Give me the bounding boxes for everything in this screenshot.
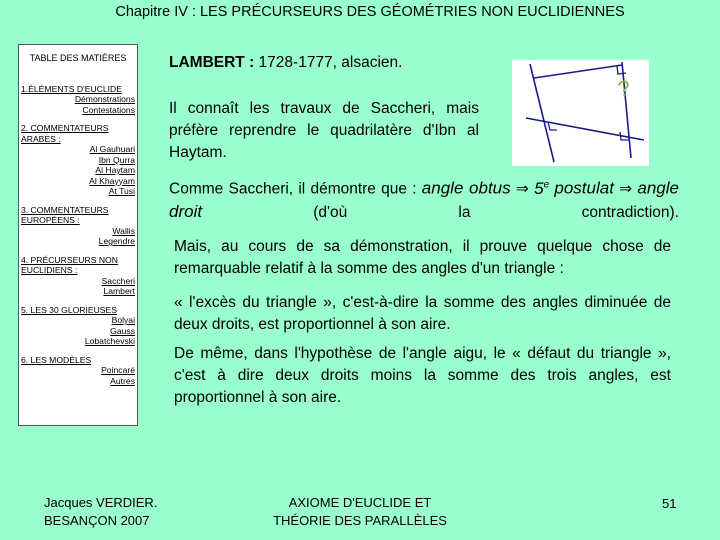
toc-section-5 bbox=[19, 305, 137, 347]
p2-fifth: 5e bbox=[534, 178, 550, 198]
toc-link-saccheri[interactable]: Saccheri bbox=[101, 275, 135, 286]
toc-link-30-glorieuses[interactable]: 5. LES 30 GLORIEUSES bbox=[21, 304, 118, 315]
paragraph-triangle-excess: « l'excès du triangle », c'est-à-dire la somme des angles diminuée de deux droits, est proportionnel à son aire. bbox=[174, 294, 671, 333]
footer-author-place: BESANÇON 2007 bbox=[44, 513, 150, 528]
toc-link-elements[interactable]: 1.ÉLÉMENTS D'EUCLIDE bbox=[21, 83, 122, 94]
paragraph-lambert-intro: Il connaît les travaux de Saccheri, mais préfère reprendre le quadrilatère d'Ibn al Haytam. bbox=[169, 100, 479, 161]
title-dates: 1728-1777, alsacien. bbox=[254, 54, 403, 71]
footer-author-name: Jacques VERDIER. bbox=[44, 495, 158, 510]
title-name: LAMBERT : bbox=[169, 54, 255, 71]
toc-title: TABLE DES MATIÈRES bbox=[29, 53, 127, 63]
toc-link-demonstrations[interactable]: Démonstrations bbox=[74, 94, 135, 104]
p2-intro-text: Comme Saccheri, il démontre que : bbox=[169, 180, 417, 198]
toc-link-autres[interactable]: Autres bbox=[110, 375, 135, 386]
toc-section-3 bbox=[19, 205, 137, 247]
implies-arrow-icon-2: ⇒ bbox=[619, 180, 633, 198]
p2-angle-droit: angle droit bbox=[169, 178, 679, 221]
toc-section-4 bbox=[19, 255, 137, 297]
toc-link-wallis[interactable]: Wallis bbox=[112, 225, 135, 236]
toc-link-at-tusi[interactable]: At Tusi bbox=[108, 186, 135, 196]
toc-link-gauss[interactable]: Gauss bbox=[110, 325, 135, 336]
paragraph-lambert-result bbox=[169, 174, 679, 224]
toc-link-al-khayyam[interactable]: Al Khayyam bbox=[89, 175, 135, 186]
p2-postulat: postulat bbox=[554, 178, 614, 198]
question-mark: ? bbox=[616, 75, 632, 102]
toc-section-1 bbox=[19, 84, 137, 116]
p2-angle-obtus: angle obtus bbox=[421, 178, 511, 198]
footer-author bbox=[44, 494, 157, 530]
toc-link-ibn-qurra[interactable]: Ibn Qurra bbox=[98, 154, 135, 165]
toc-link-al-haytam[interactable]: Al Haytam bbox=[95, 165, 135, 175]
toc-section-2 bbox=[19, 123, 137, 197]
quadrilateral-sketch bbox=[512, 60, 649, 166]
lambert-quadrilateral-figure bbox=[512, 60, 649, 166]
toc-link-models[interactable]: 6. LES MODÈLES bbox=[21, 354, 92, 365]
toc-link-lobatchevski[interactable]: Lobatchevski bbox=[84, 336, 135, 346]
toc-link-contestations[interactable]: Contestations bbox=[82, 104, 135, 115]
slide-title bbox=[169, 54, 402, 72]
toc-link-lambert[interactable]: Lambert bbox=[103, 286, 135, 296]
footer-course-line1: AXIOME D'EUCLIDE ET bbox=[288, 495, 432, 510]
paragraph-triangle-defect: De même, dans l'hypothèse de l'angle aigu, le « défaut du triangle », c'est à dire deux droits moins la somme des trois angles, est proportionnel à son aire. bbox=[174, 345, 671, 406]
p2-contradiction: (d'où la contradiction). bbox=[202, 203, 679, 221]
page-header: Chapitre IV : LES PRÉCURSEURS DES GÉOMÉTRIES NON EUCLIDIENNES bbox=[115, 4, 625, 20]
p2-superscript: e bbox=[543, 179, 550, 190]
toc-link-bolyai[interactable]: Bolyai bbox=[111, 315, 135, 325]
toc-link-poincare[interactable]: Poincaré bbox=[101, 365, 135, 375]
implies-arrow-icon: ⇒ bbox=[515, 180, 529, 198]
toc-link-al-gauhuari[interactable]: Al Gauhuari bbox=[89, 144, 135, 154]
footer-course-title bbox=[260, 494, 460, 530]
toc-link-european-commentators[interactable]: 3. COMMENTATEURS EUROPÉENS : bbox=[21, 204, 109, 225]
footer-course-line2: THÉORIE DES PARALLÈLES bbox=[273, 513, 447, 528]
toc-link-non-euclidean-precursors[interactable]: 4. PRÉCURSEURS NON EUCLIDIENS : bbox=[21, 254, 118, 275]
toc-link-arab-commentators[interactable]: 2. COMMENTATEURS ARABES : bbox=[21, 123, 109, 144]
page-number: 51 bbox=[662, 496, 677, 511]
paragraph-triangle-remark: Mais, au cours de sa démonstration, il prouve quelque chose de remarquable relatif à la somme des angles d'un triangle : bbox=[174, 238, 671, 277]
table-of-contents bbox=[18, 44, 138, 426]
toc-section-6 bbox=[19, 355, 137, 387]
toc-link-legendre[interactable]: Legendre bbox=[98, 236, 135, 246]
